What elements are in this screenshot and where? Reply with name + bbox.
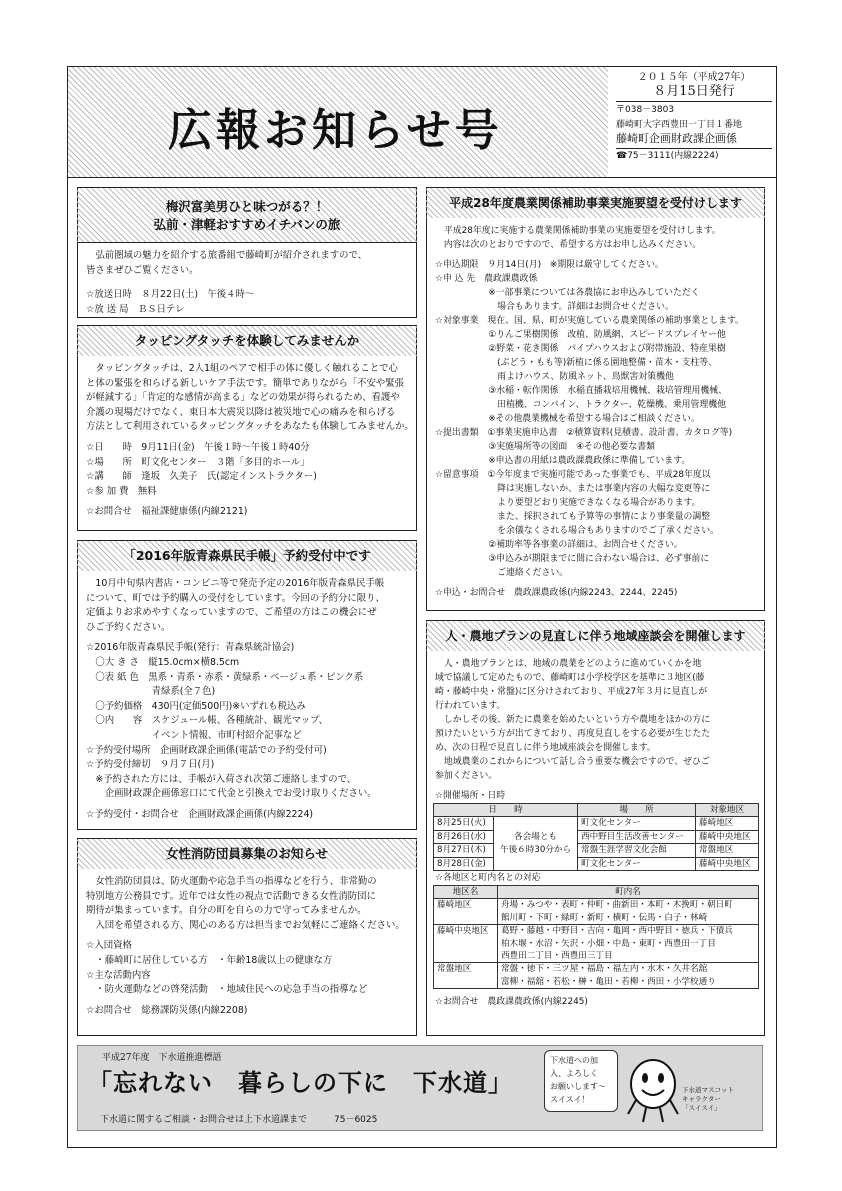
article-tapping-detail: ☆場 所 町文化センター ３階「多目的ホール」 xyxy=(86,456,310,468)
schedule-row xyxy=(434,830,759,843)
article-tapping-text: タッピングタッチは、2人1組のペアで相手の体に優しく触れることで心 xyxy=(86,363,398,374)
article-subsidy-detail: ①りんご果樹関係 改植、防風網、スピードスプレイヤー他 xyxy=(435,330,726,340)
article-fire-brigade xyxy=(77,838,417,1036)
schedule-row xyxy=(434,844,759,857)
mascot-caption: 下水道マスコット キャラクター 「スイスイ」 xyxy=(682,1086,734,1112)
article-diary-contact: ☆予約受付・お問合せ 企画財政課企画係(内線2224) xyxy=(86,808,314,820)
publisher-department: 藤崎町企画財政課企画係 xyxy=(616,132,737,145)
schedule-time xyxy=(494,817,578,871)
article-plan-text: 地域農業のこれからについて話し合う重要な機会ですので、ぜひご xyxy=(435,757,710,767)
article-diary-title: 「2016年版青森県民手帳」予約受付中です xyxy=(77,541,417,571)
article-prefecture-diary xyxy=(77,540,417,830)
article-subsidy-detail: ☆提出書類 ①事業実施申込書 ②積算資料(見積書、設計書、カタログ等) xyxy=(435,428,733,438)
article-subsidy-detail: ③実施場所等の図面 ④その他必要な書類 xyxy=(435,442,656,452)
district-towns-line: 常盤・徳下・三ツ屋・福島・福左内・水木・久井名舘 xyxy=(500,964,708,975)
article-tv-detail: ☆放送日時 ８月22日(土) 午後４時～ xyxy=(86,289,255,301)
article-tapping-detail: ☆講 師 逢坂 久美子 氏(認定インストラクター) xyxy=(86,471,317,483)
article-subsidy-detail: ※その他農業機械を希望する場合はご相談ください。 xyxy=(435,414,700,424)
article-subsidy-detail: ※一部事業については各農協にお申込みしていただく xyxy=(435,288,700,298)
schedule-row xyxy=(434,857,759,870)
article-diary-detail: ※予約された方には、手帳が入荷され次第ご連絡しますので、 xyxy=(86,773,357,785)
district-row xyxy=(434,963,759,989)
district-towns-line: 館川町・下町・緑町・新町・横町・伝馬・白子・林崎 xyxy=(500,912,708,923)
article-plan-text: 人・農地プランとは、地域の農業をどのように進めていくかを地 xyxy=(435,659,702,669)
article-diary-text: 10月中旬県内書店・コンビニ等で発売予定の2016年版青森県民手帳 xyxy=(86,578,385,589)
article-fire-detail: ・藤崎町に居住している方 ・年齢18歳以上の健康な方 xyxy=(86,954,333,966)
article-tv-title xyxy=(77,188,417,243)
article-subsidy-detail: ※申込書の用紙は農政課農政係に準備しています。 xyxy=(435,456,691,466)
article-tapping-contact: ☆お問合せ 福祉課健康係(内線2121) xyxy=(86,506,248,518)
article-fire-text: 特別地方公務員です。近年では女性の視点で活動できる女性消防団に xyxy=(86,890,376,902)
schedule-table xyxy=(433,803,759,871)
article-tv-text: 皆さまぜひご覧ください。 xyxy=(86,264,199,276)
schedule-place: 町文化センター xyxy=(578,857,696,870)
schedule-place: 西中野目生活改善センター xyxy=(578,830,696,843)
article-fire-text: 期待が集まっています。自分の町を自らの力で守ってみませんか。 xyxy=(86,905,367,917)
schedule-place: 町文化センター xyxy=(578,817,696,830)
article-subsidy-text: 平成28年度に実施する農業関係補助事業の実施要望を受付けします。 xyxy=(435,226,721,236)
district-towns-line: 舟場・みつや・表町・仲町・曲新田・本町・木挽町・朝日町 xyxy=(500,900,733,911)
article-plan-text: しかしその後、新たに農業を始めたいという方や農地をほかの方に xyxy=(435,715,711,725)
article-subsidy-detail: ☆申込期限 ９月14日(月) ※期限は厳守してください。 xyxy=(435,260,664,270)
article-fire-text: 入団を希望される方、関心のある方は担当までお気軽にご連絡ください。 xyxy=(86,919,405,931)
district-towns-line: 西豊田二丁目・西豊田三丁目 xyxy=(500,951,613,962)
article-tv-detail: ☆放 送 局 ＢＳ日テレ xyxy=(86,303,185,315)
article-tv-title-line2: 弘前・津軽おすすめイチバンの旅 xyxy=(153,217,341,232)
article-tapping-text: と体の緊張を和らげる新しいケア手法です。簡単でありながら「不安や緊張 xyxy=(86,377,405,389)
schedule-time-line1: 各会場とも xyxy=(514,832,558,843)
schedule-row xyxy=(434,817,759,830)
district-name: 藤崎地区 xyxy=(434,899,498,925)
schedule-area: 藤崎中央地区 xyxy=(696,857,759,870)
article-fire-text: 女性消防団員は、防火運動や応急手当の指導などを行う、非常勤の xyxy=(86,876,377,887)
banner-slogan: 「忘れない 暮らしの下に 下水道」 xyxy=(88,1068,513,1097)
article-subsidy-detail: 雨よけハウス、防風ネット、鳥獣害対策機他 xyxy=(435,372,674,382)
article-diary-detail: 〇予約価格 430円(定価500円)※いずれも税込み xyxy=(86,700,306,712)
district-towns xyxy=(497,925,758,963)
article-diary-detail: ☆予約受付締切 ９月７日(月) xyxy=(86,759,215,771)
article-fire-detail: ・防火運動などの啓発活動 ・地域住民への応急手当の指導など xyxy=(86,984,368,996)
article-subsidy-detail: ☆申 込 先 農政課農政係 xyxy=(435,274,538,284)
address: 藤崎町大字西豊田一丁目１番地 xyxy=(616,120,743,130)
article-farm-plan-meeting xyxy=(426,620,765,1036)
article-plan-contact: ☆お問合せ 農政課農政係(内線2245) xyxy=(435,997,588,1008)
article-subsidy-detail: また、採択されても予算等の事情により事業量の調整 xyxy=(435,512,711,522)
article-subsidy-detail: ご連絡ください。 xyxy=(435,568,569,578)
publisher-tel: ☎75－3111(内線2224) xyxy=(616,148,772,163)
speech-bubble: 下水道への加 入、よろしく お願いします～ スイスイ！ xyxy=(544,1050,618,1112)
schedule-header-date: 日 時 xyxy=(434,804,578,817)
district-name: 藤崎中央地区 xyxy=(434,925,498,963)
banner-subtitle: 平成27年度 下水道推進標語 xyxy=(102,1053,222,1063)
district-name: 常盤地区 xyxy=(434,963,498,989)
article-tapping-detail: ☆日 時 9月11日(金) 午後１時～午後１時40分 xyxy=(86,441,310,453)
schedule-header-place: 場 所 xyxy=(578,804,696,817)
article-diary-detail: 〇大 き さ 縦15.0cm×横8.5cm xyxy=(86,656,240,668)
article-fire-title: 女性消防団員募集のお知らせ xyxy=(77,839,417,869)
masthead xyxy=(68,67,776,178)
schedule-header-row xyxy=(434,804,759,817)
article-subsidy-text: 内容は次のとおりですので、希望する方はお申し込みください。 xyxy=(435,240,702,250)
article-subsidy-detail: より要望どおり実施できなくなる場合があります。 xyxy=(435,498,701,508)
article-subsidy-detail: を余儀なくされる場合もありますのでご了承ください。 xyxy=(435,526,719,536)
article-fire-detail: ☆入団資格 xyxy=(86,940,132,952)
schedule-date: 8月26日(水) xyxy=(434,830,494,843)
article-subsidy-detail: 降は実施しないか、または事業内容の大幅な変更等に xyxy=(435,484,711,494)
article-subsidy-detail: ☆対象事業 現在、国、県、町が実施している農業関係の補助事業とします。 xyxy=(435,316,744,326)
issue-date: ８月15日発行 xyxy=(616,85,772,102)
article-tv-program xyxy=(77,187,417,318)
article-diary-detail: イベント情報、市町村紹介記事など xyxy=(86,729,302,741)
title-area xyxy=(68,67,608,177)
article-tapping-text: 方法として利用されているタッピングタッチをあなたも体験してみませんか。 xyxy=(86,421,414,433)
district-table xyxy=(433,885,759,989)
article-tv-title-line1: 梅沢富美男ひと味つがる？！ xyxy=(165,199,329,214)
schedule-date: 8月25日(火) xyxy=(434,817,494,830)
article-subsidy-detail: 場合もあります。詳細はお問合せください。 xyxy=(435,302,674,312)
article-diary-detail: ☆2016年版青森県民手帳(発行：青森県統計協会) xyxy=(86,642,295,654)
article-subsidy-detail: ③水稲・転作関係 水稲直播栽培用機械、栽培管理用機械、 xyxy=(435,386,727,396)
schedule-label: ☆開催場所・日時 xyxy=(435,791,506,801)
district-towns-line: 柏木堰・水沼・矢沢・小畑・中島・東町・西豊田一丁目 xyxy=(500,938,716,949)
district-header-name: 地区名 xyxy=(434,886,498,899)
article-diary-detail: ☆予約受付場所 企画財政課企画係(電話での予約受付可) xyxy=(86,744,327,756)
article-tapping-text: が軽減する」「肯定的な感情が高まる」などの効果が得られるため、看護や xyxy=(86,392,400,404)
article-subsidy-detail: ③申込みが期限までに間に合わない場合は、必ず事前に xyxy=(435,554,710,564)
article-subsidy-contact: ☆申込・お問合せ 農政課農政係(内線2243、2244、2245) xyxy=(435,588,678,598)
district-towns xyxy=(497,899,758,925)
district-header-row xyxy=(434,886,759,899)
district-towns-line: 葛野・藤越・中野目・吉向・亀岡・西中野目・徳兵・下債兵 xyxy=(500,926,733,937)
article-diary-text: 定価よりお求めやすくなっていますので、ご希望の方はこの機会にぜ xyxy=(86,607,377,619)
schedule-area: 藤崎地区 xyxy=(696,817,759,830)
article-subsidy-detail: ②野菜・花き関係 パイプハウスおよび附帯施設、特産果樹 xyxy=(435,344,726,354)
article-diary-text: ひご予約ください。 xyxy=(86,621,171,633)
article-subsidy-detail: ☆留意事項 ①今年度まで実施可能であった事業でも、平成28年度以 xyxy=(435,470,711,480)
issue-year: ２０１５年（平成27年） xyxy=(637,72,751,83)
schedule-date: 8月28日(金) xyxy=(434,857,494,870)
article-fire-contact: ☆お問合せ 総務課防災係(内線2208) xyxy=(86,1004,248,1016)
schedule-header-area: 対象地区 xyxy=(696,804,759,817)
issue-info xyxy=(616,71,772,163)
schedule-area: 常盤地区 xyxy=(696,844,759,857)
article-subsidy-detail: (ぶどう・もも等)新植に係る園地整備・苗木・支柱等、 xyxy=(435,358,718,368)
article-tapping-detail: ☆参 加 費 無料 xyxy=(86,485,157,497)
article-plan-text: 域で協議して定めたもので、藤崎町は小学校学区を基準に３地区(藤 xyxy=(435,673,705,683)
district-label: ☆各地区と町内名との対応 xyxy=(435,873,541,884)
district-row xyxy=(434,925,759,963)
article-plan-text: め、次の日程で見直しに伴う地域座談会を開催します。 xyxy=(435,743,656,753)
schedule-date: 8月27日(木) xyxy=(434,844,494,857)
schedule-time-line2: 午後６時30分から xyxy=(499,844,572,855)
article-tapping-touch xyxy=(77,325,417,531)
article-tv-text: 弘前圏域の魅力を紹介する旅番組で藤崎町が紹介されますので、 xyxy=(86,250,368,261)
newsletter-title: 広報お知らせ号 xyxy=(168,105,503,156)
article-tapping-title: タッピングタッチを体験してみませんか xyxy=(77,326,417,356)
article-plan-title: 人・農地プランの見直しに伴う地域座談会を開催します xyxy=(426,621,765,651)
banner-footer: 下水道に関するご相談・お問合せは上下水道課まで 75－6025 xyxy=(100,1115,378,1125)
district-towns-line: 富柳・福舘・若松・榊・亀田・若柳・西田・小学校通り xyxy=(500,976,716,987)
district-header-towns: 町内名 xyxy=(497,886,758,899)
article-diary-detail: 〇内 容 スケジュール帳、各種統計、観光マップ、 xyxy=(86,715,329,727)
article-subsidy-title: 平成28年度農業関係補助事業実施要望を受付けします xyxy=(426,188,765,218)
article-diary-detail: 青緑系(全７色) xyxy=(86,686,216,698)
article-fire-detail: ☆主な活動内容 xyxy=(86,969,151,981)
article-diary-detail: 〇表 紙 色 黒系・青系・赤系・黄緑系・ベージュ系・ピンク系 xyxy=(86,671,364,683)
schedule-place: 常盤生涯学習文化会館 xyxy=(578,844,696,857)
article-tapping-text: 介護の現場だけでなく、東日本大震災以降は被災地で心の痛みを和らげる xyxy=(86,406,396,418)
mascot-icon xyxy=(626,1054,680,1124)
article-diary-detail: 企画財政課企画係窓口にて代金と引換えでお受け取りください。 xyxy=(86,788,377,800)
sewer-slogan-banner xyxy=(77,1045,763,1131)
article-subsidy-detail: ②補助率等各事業の詳細は、お問合せください。 xyxy=(435,540,683,550)
article-farm-subsidy xyxy=(426,187,765,611)
district-towns xyxy=(497,963,758,989)
article-subsidy-detail: 田植機、コンバイン、トラクター、乾燥機、乗用管理機他 xyxy=(435,400,727,410)
postal-code: 〒038－3803 xyxy=(616,105,675,115)
article-plan-text: 行われています。 xyxy=(435,701,506,711)
article-plan-text: 参加ください。 xyxy=(435,771,498,781)
district-row xyxy=(434,899,759,925)
article-plan-text: 崎・藤崎中央・常盤)に区分けされており、平成27年３月に見直しが xyxy=(435,687,708,697)
article-plan-text: 預けたいという方が出てきており、再度見直しをする必要が生じたた xyxy=(435,729,711,739)
schedule-area: 藤崎中央地区 xyxy=(696,830,759,843)
article-diary-text: について、町では予約購入の受付をしています。今回の予約分に限り、 xyxy=(86,592,385,604)
